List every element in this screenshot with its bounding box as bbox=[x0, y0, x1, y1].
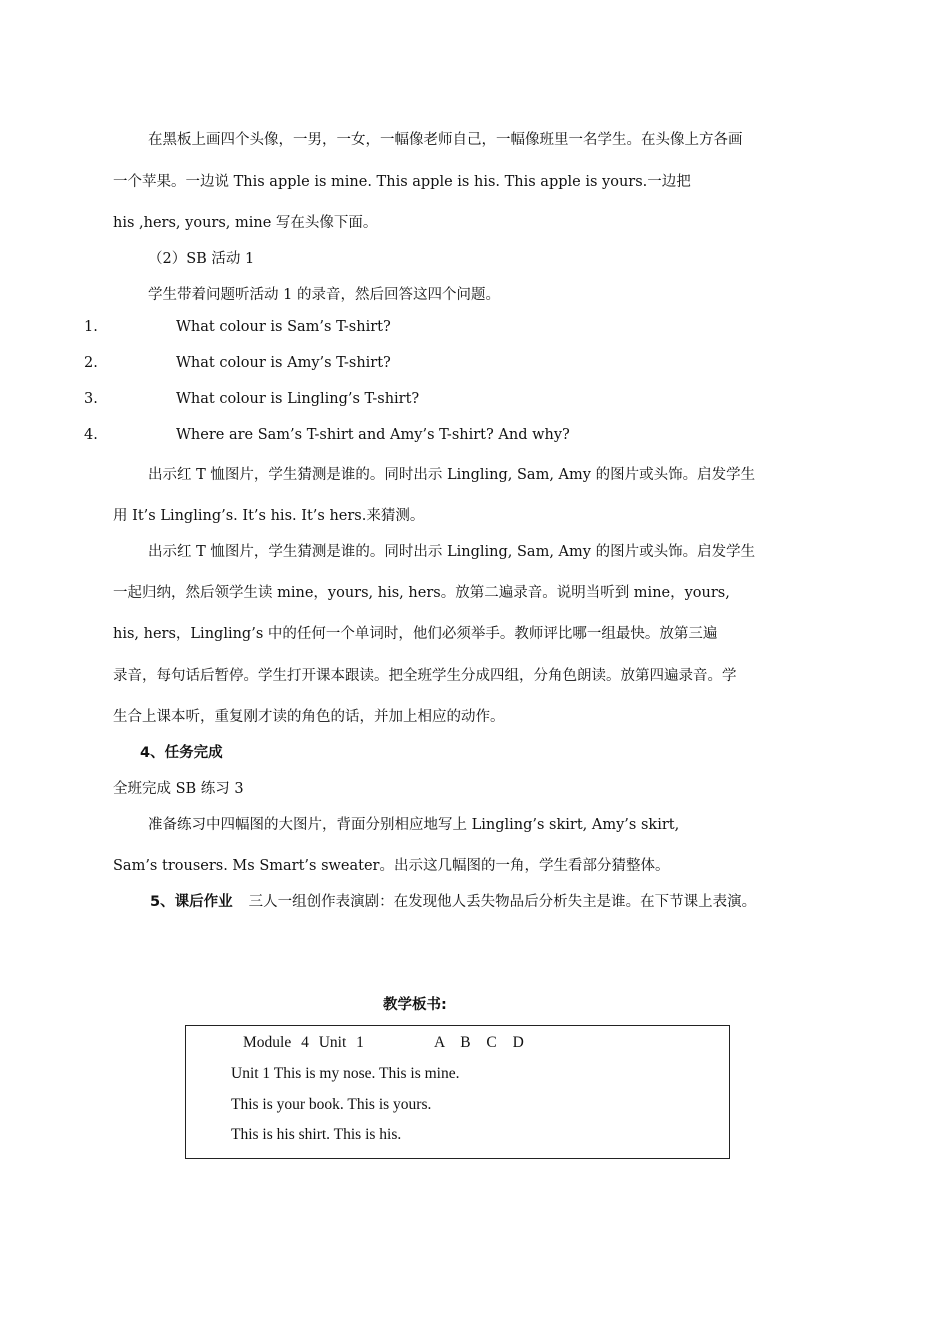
para3-line5: 生合上课本听，重复刚才读的角色的话，并加上相应的动作。 bbox=[113, 709, 505, 725]
section5-text: 三人一组创作表演剧：在发现他人丢失物品后分析失主是谁。在下节课上表演。 bbox=[248, 894, 757, 910]
section5-heading: 5、课后作业 bbox=[150, 894, 233, 910]
board-line2: This is your book. This is yours. bbox=[231, 1096, 432, 1113]
board-title: 教学板书: bbox=[383, 997, 447, 1013]
question-text: What colour is Lingling’s T-shirt? bbox=[176, 391, 420, 407]
section5 bbox=[150, 890, 756, 911]
board-letters: A B C D bbox=[434, 1034, 524, 1051]
blackboard-box bbox=[185, 1025, 730, 1159]
para3-line2: 一起归纳，然后领学生读 mine，yours, his, hers。放第二遍录音。说明当听到 mine，yours, bbox=[113, 585, 730, 601]
board-module: Module 4 Unit 1 bbox=[243, 1034, 364, 1051]
para2-line1: 出示红 T 恤图片，学生猜测是谁的。同时出示 Lingling, Sam, Amy 的图片或头饰。启发学生 bbox=[148, 467, 756, 483]
para3-line4: 录音，每句话后暂停。学生打开课本跟读。把全班学生分成四组，分角色朗读。放第四遍录音。学 bbox=[113, 668, 737, 684]
question-number: 2. bbox=[84, 355, 98, 371]
board-line1: Unit 1 This is my nose. This is mine. bbox=[231, 1065, 460, 1082]
board-line3: This is his shirt. This is his. bbox=[231, 1126, 402, 1143]
para1-line1: 在黑板上画四个头像，一男，一女，一幅像老师自己，一幅像班里一名学生。在头像上方各画 bbox=[148, 132, 743, 148]
question-number: 4. bbox=[84, 427, 98, 443]
step2-intro: 学生带着问题听活动 1 的录音，然后回答这四个问题。 bbox=[148, 287, 500, 303]
question-text: What colour is Sam’s T-shirt? bbox=[176, 319, 391, 335]
question-number: 1. bbox=[84, 319, 98, 335]
section4-line1: 全班完成 SB 练习 3 bbox=[113, 781, 244, 797]
para3-line1: 出示红 T 恤图片，学生猜测是谁的。同时出示 Lingling, Sam, Amy 的图片或头饰。启发学生 bbox=[148, 544, 756, 560]
para1-line3: his ,hers, yours, mine 写在头像下面。 bbox=[113, 215, 378, 231]
question-number: 3. bbox=[84, 391, 98, 407]
para3-line3: his, hers，Lingling’s 中的任何一个单词时，他们必须举手。教师评比哪一组最快。放第三遍 bbox=[113, 626, 718, 642]
question-text: What colour is Amy’s T-shirt? bbox=[176, 355, 391, 371]
section4-line3: Sam’s trousers. Ms Smart’s sweater。出示这几幅图的一角，学生看部分猜整体。 bbox=[113, 858, 670, 874]
section4-line2: 准备练习中四幅图的大图片，背面分别相应地写上 Lingling’s skirt, Amy’s skirt, bbox=[148, 817, 680, 833]
section4-heading: 4、任务完成 bbox=[140, 745, 223, 761]
para1-line2: 一个苹果。一边说 This apple is mine. This apple is his. This apple is yours.一边把 bbox=[113, 174, 691, 190]
question-text: Where are Sam’s T-shirt and Amy’s T-shirt? And why? bbox=[176, 427, 570, 443]
step2-heading: （2）SB 活动 1 bbox=[148, 251, 255, 267]
para2-line2: 用 It’s Lingling’s. It’s his. It’s hers.来猜测。 bbox=[113, 508, 425, 524]
